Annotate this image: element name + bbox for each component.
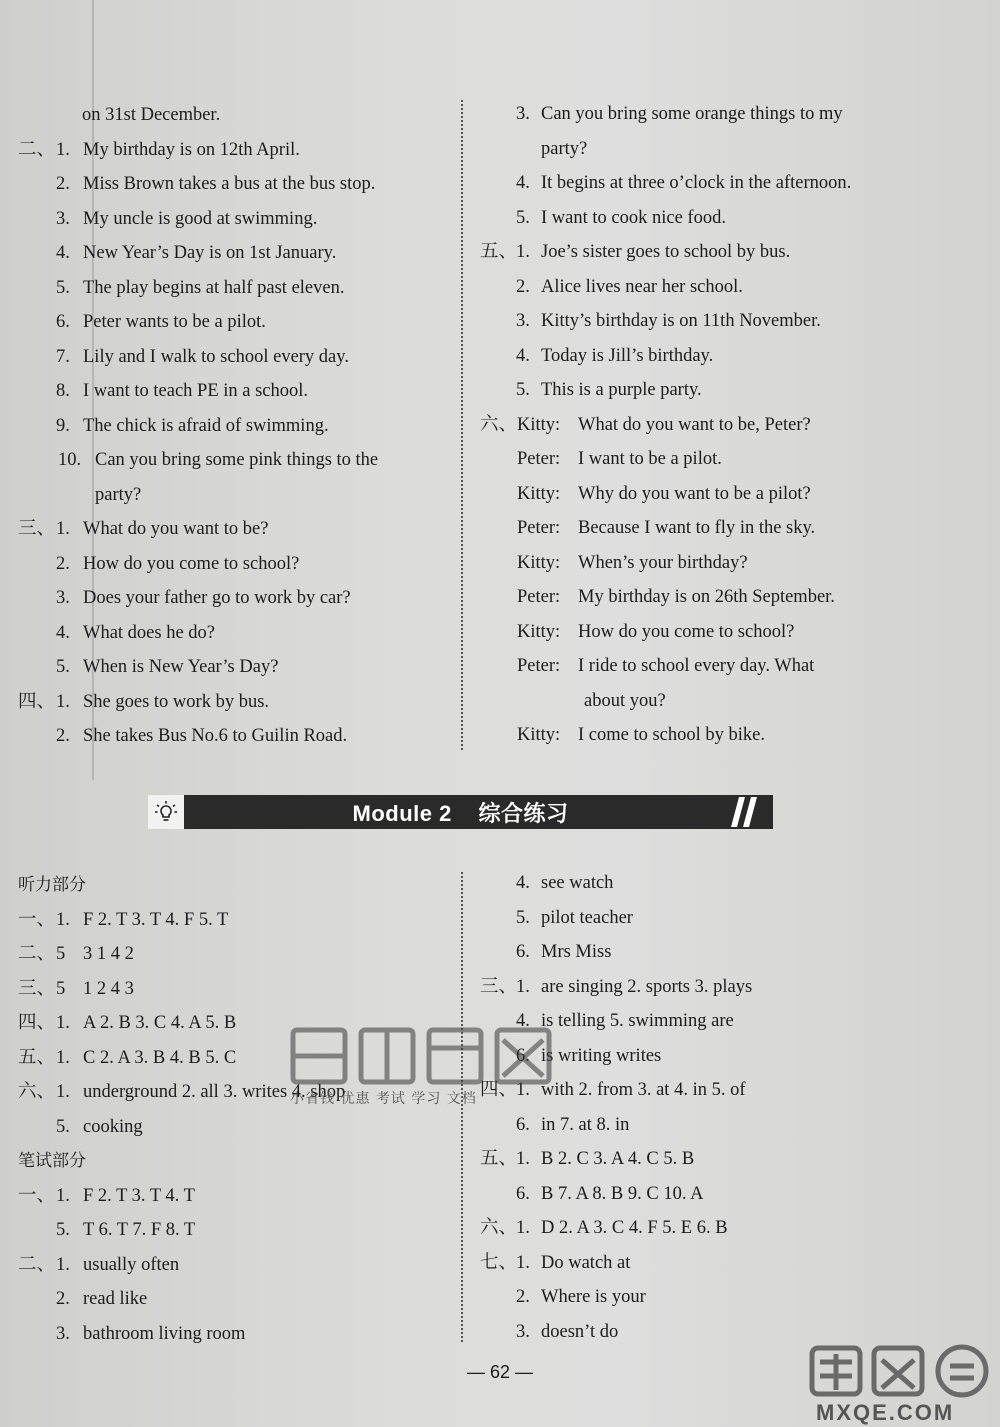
section-marker: 五、 — [480, 1149, 518, 1169]
answer-text: party? — [541, 138, 588, 159]
answer-text: 3 1 4 2 — [83, 944, 134, 964]
answer-text: When is New Year’s Day? — [83, 657, 279, 677]
answer-text: party? — [95, 484, 142, 505]
answer-line — [480, 970, 920, 1005]
item-number: 4. — [516, 1011, 530, 1031]
answer-line — [18, 581, 458, 616]
answer-text: see watch — [541, 873, 614, 893]
item-number: 1. — [516, 1149, 530, 1169]
answer-text: are singing 2. sports 3. plays — [541, 976, 753, 997]
answer-text: The chick is afraid of swimming. — [83, 415, 329, 436]
answer-line — [18, 1179, 458, 1214]
item-number: 2. — [56, 726, 70, 746]
answer-text: Why do you want to be a pilot? — [578, 483, 811, 504]
answer-line — [480, 649, 920, 684]
answer-line — [480, 235, 920, 270]
answer-text: usually often — [83, 1254, 180, 1275]
item-number: 1. — [516, 1080, 530, 1100]
answer-text: Can you bring some pink things to the — [95, 450, 379, 470]
answer-text: How do you come to school? — [578, 621, 795, 642]
answer-line — [480, 901, 920, 936]
answer-text: in 7. at 8. in — [541, 1114, 630, 1135]
item-number: 1. — [56, 691, 70, 712]
section-marker: 六、 — [480, 1218, 518, 1238]
answer-line — [18, 167, 458, 202]
answer-text: F 2. T 3. T 4. F 5. T — [83, 909, 229, 930]
item-number: 6. — [516, 1183, 530, 1204]
answer-text: T 6. T 7. F 8. T — [83, 1220, 196, 1240]
answer-line — [18, 340, 458, 375]
answer-line — [480, 615, 920, 650]
item-number: Peter: — [517, 587, 561, 607]
item-number: 5. — [516, 207, 530, 228]
item-number: 1. — [516, 976, 530, 997]
top-right-column — [480, 97, 920, 753]
answer-text: B 2. C 3. A 4. C 5. B — [541, 1149, 695, 1169]
answer-text: on 31st December. — [82, 105, 221, 125]
answer-text: I want to cook nice food. — [541, 207, 726, 228]
section-marker: 四、 — [18, 691, 56, 712]
answer-line — [18, 868, 458, 903]
answer-line — [18, 719, 458, 754]
section-marker: 七、 — [480, 1252, 518, 1273]
item-number: 5 — [56, 944, 66, 964]
item-number: Peter: — [517, 449, 561, 469]
item-number: 5. — [516, 380, 530, 400]
answer-line — [480, 1211, 920, 1246]
item-number: 5. — [56, 657, 70, 677]
answer-text: The play begins at half past eleven. — [83, 277, 345, 298]
answer-text: When’s your birthday? — [578, 552, 748, 573]
answer-line — [18, 616, 458, 651]
answer-circle-logo-icon — [806, 1340, 996, 1400]
item-number: 9. — [56, 415, 70, 436]
answer-line — [18, 271, 458, 306]
answer-line — [480, 270, 920, 305]
answer-text: Joe’s sister goes to school by bus. — [541, 242, 791, 262]
top-left-column — [18, 98, 458, 754]
answer-line — [480, 546, 920, 581]
item-number: 3. — [56, 208, 70, 229]
module-label: Module 2 — [352, 800, 452, 826]
item-number: 1. — [56, 909, 70, 930]
item-number: 1. — [56, 1082, 70, 1102]
answer-line — [480, 1246, 920, 1281]
answer-line — [480, 201, 920, 236]
site-logo — [806, 1340, 996, 1424]
answer-line — [480, 339, 920, 374]
answer-line — [480, 477, 920, 512]
answer-text: Can you bring some orange things to my — [541, 104, 843, 124]
answer-line — [18, 1144, 458, 1179]
answer-line — [480, 1280, 920, 1315]
item-number: 3. — [516, 104, 530, 124]
answer-text: underground 2. all 3. writes 4. shop — [83, 1082, 346, 1102]
slash-decoration-icon — [729, 795, 765, 829]
answer-text: Mrs Miss — [541, 942, 612, 962]
answer-line — [480, 132, 920, 167]
answer-line — [18, 374, 458, 409]
item-number: Peter: — [517, 656, 561, 676]
answer-text: bathroom living room — [83, 1323, 246, 1344]
answer-line — [480, 97, 920, 132]
answer-line — [18, 972, 458, 1007]
item-number: 3. — [516, 311, 530, 331]
answer-text: How do you come to school? — [83, 553, 300, 574]
answer-text: New Year’s Day is on 1st January. — [83, 243, 337, 263]
page-number: — 62 — — [466, 1362, 534, 1382]
answer-text: Alice lives near her school. — [541, 276, 743, 297]
section-marker: 二、 — [18, 1254, 56, 1275]
section-marker: 二、 — [18, 139, 56, 160]
answer-text: She goes to work by bus. — [83, 691, 270, 712]
answer-text: This is a purple party. — [541, 380, 702, 400]
section-marker: 四、 — [480, 1080, 518, 1100]
answer-line — [480, 442, 920, 477]
answer-line — [480, 511, 920, 546]
item-number: Kitty: — [517, 414, 561, 435]
answer-line — [480, 718, 920, 753]
answer-text: 1 2 4 3 — [83, 978, 134, 999]
answer-text: D 2. A 3. C 4. F 5. E 6. B — [541, 1218, 728, 1238]
answer-text: Lily and I walk to school every day. — [83, 346, 349, 367]
answer-text: C 2. A 3. B 4. B 5. C — [83, 1047, 237, 1068]
item-number: 5. — [56, 1220, 70, 1240]
item-number: 5 — [56, 978, 66, 999]
answer-line — [480, 166, 920, 201]
item-number: 6. — [516, 1114, 530, 1135]
answer-line — [18, 512, 458, 547]
answer-text: read like — [83, 1289, 148, 1309]
answer-text: about you? — [584, 690, 666, 711]
answer-line — [18, 1213, 458, 1248]
item-number: 6. — [56, 312, 70, 332]
watermark-caption: 小省钱 优惠 考试 学习 文档 — [290, 1091, 477, 1107]
answer-text: Peter wants to be a pilot. — [83, 312, 266, 332]
section-marker: 一、 — [18, 909, 56, 930]
section-marker: 六、 — [480, 414, 518, 435]
module-subtitle: 综合练习 — [478, 800, 569, 826]
answer-text: What do you want to be, Peter? — [578, 414, 811, 435]
answer-line — [18, 1317, 458, 1352]
section-heading: 听力部分 — [18, 875, 86, 895]
section-marker: 五、 — [18, 1047, 56, 1068]
answer-line — [18, 1248, 458, 1283]
item-number: 10. — [58, 450, 82, 470]
section-marker: 三、 — [18, 978, 56, 999]
item-number: 4. — [56, 243, 70, 263]
item-number: 2. — [56, 553, 70, 574]
answer-text: Kitty’s birthday is on 11th November. — [541, 311, 821, 331]
item-number: 1. — [56, 519, 70, 539]
answer-text: is writing writes — [541, 1045, 662, 1066]
item-number: Kitty: — [517, 483, 561, 504]
item-number: 2. — [56, 174, 70, 194]
top-column-divider — [461, 100, 463, 750]
answer-line — [18, 202, 458, 237]
item-number: 1. — [56, 1013, 70, 1033]
answer-text: Do watch at — [541, 1252, 631, 1273]
module-banner — [148, 795, 773, 829]
item-number: 6. — [516, 1045, 530, 1066]
item-number: 4. — [516, 345, 530, 366]
item-number: 1. — [516, 242, 530, 262]
answer-text: I come to school by bike. — [578, 725, 766, 745]
item-number: Kitty: — [517, 725, 561, 745]
answer-text: I want to be a pilot. — [578, 449, 722, 469]
answer-text: Does your father go to work by car? — [83, 588, 351, 608]
item-number: Kitty: — [517, 552, 561, 573]
answer-text: It begins at three o’clock in the afternoon. — [541, 173, 852, 193]
item-number: 1. — [516, 1218, 530, 1238]
item-number: 5. — [56, 277, 70, 298]
answer-line — [18, 1282, 458, 1317]
answer-line — [18, 236, 458, 271]
answer-line — [18, 903, 458, 938]
answer-text: doesn’t do — [541, 1321, 619, 1342]
lightbulb-icon — [148, 795, 184, 829]
item-number: 7. — [56, 346, 70, 367]
item-number: 4. — [516, 173, 530, 193]
section-marker: 五、 — [480, 242, 518, 262]
section-marker: 二、 — [18, 944, 56, 964]
watermark-logo-icon — [285, 1020, 565, 1130]
answer-line — [18, 409, 458, 444]
answer-line — [480, 1142, 920, 1177]
item-number: 2. — [516, 1287, 530, 1307]
answer-text: I ride to school every day. What — [578, 656, 815, 676]
item-number: 1. — [56, 139, 70, 160]
answer-text: I want to teach PE in a school. — [83, 381, 309, 401]
item-number: 4. — [56, 622, 70, 643]
item-number: 3. — [56, 588, 70, 608]
answer-line — [18, 478, 458, 513]
section-heading: 笔试部分 — [18, 1151, 86, 1171]
item-number: 1. — [56, 1185, 70, 1206]
section-marker: 六、 — [18, 1082, 56, 1102]
answer-text: is telling 5. swimming are — [541, 1011, 734, 1031]
site-wordmark: MXQE.COM — [816, 1400, 955, 1425]
item-number: 5. — [516, 907, 530, 928]
answer-text: What do you want to be? — [83, 519, 269, 539]
answer-line — [18, 937, 458, 972]
answer-line — [18, 305, 458, 340]
item-number: 4. — [516, 873, 530, 893]
answer-text: F 2. T 3. T 4. T — [83, 1185, 195, 1206]
answer-text: What does he do? — [83, 622, 216, 643]
item-number: 8. — [56, 381, 70, 401]
item-number: 2. — [56, 1289, 70, 1309]
answer-line — [18, 547, 458, 582]
item-number: 1. — [56, 1254, 70, 1275]
answer-line — [480, 935, 920, 970]
answer-line — [480, 304, 920, 339]
item-number: 2. — [516, 276, 530, 297]
answer-line — [18, 650, 458, 685]
answer-line — [480, 408, 920, 443]
answer-text: B 7. A 8. B 9. C 10. A — [541, 1183, 704, 1204]
answer-text: Because I want to fly in the sky. — [578, 518, 816, 538]
item-number: 1. — [516, 1252, 530, 1273]
answer-text: Miss Brown takes a bus at the bus stop. — [83, 174, 376, 194]
answer-text: My birthday is on 26th September. — [578, 587, 835, 607]
item-number: 5. — [56, 1116, 70, 1137]
item-number: 3. — [56, 1323, 70, 1344]
answer-text: cooking — [83, 1116, 143, 1137]
item-number: Kitty: — [517, 621, 561, 642]
answer-text: My birthday is on 12th April. — [83, 139, 300, 160]
item-number: 1. — [56, 1047, 70, 1068]
answer-line — [18, 133, 458, 168]
answer-text: pilot teacher — [541, 907, 633, 928]
answer-line — [18, 685, 458, 720]
answer-line — [480, 373, 920, 408]
section-marker: 三、 — [480, 976, 518, 997]
answer-line — [480, 866, 920, 901]
answer-text: My uncle is good at swimming. — [83, 208, 318, 229]
section-marker: 三、 — [18, 519, 56, 539]
section-marker: 四、 — [18, 1013, 56, 1033]
item-number: Peter: — [517, 518, 561, 538]
answer-line — [18, 443, 458, 478]
answer-text: A 2. B 3. C 4. A 5. B — [83, 1013, 237, 1033]
item-number: 6. — [516, 942, 530, 962]
section-marker: 一、 — [18, 1185, 56, 1206]
answer-line — [18, 98, 458, 133]
answer-line — [480, 684, 920, 719]
banner-title — [343, 797, 579, 828]
answer-line — [480, 580, 920, 615]
answer-text: Today is Jill’s birthday. — [541, 345, 714, 366]
answer-text: Where is your — [541, 1287, 646, 1307]
answer-text: She takes Bus No.6 to Guilin Road. — [83, 726, 348, 746]
answer-text: with 2. from 3. at 4. in 5. of — [541, 1080, 746, 1100]
answer-line — [480, 1177, 920, 1212]
item-number: 3. — [516, 1321, 530, 1342]
